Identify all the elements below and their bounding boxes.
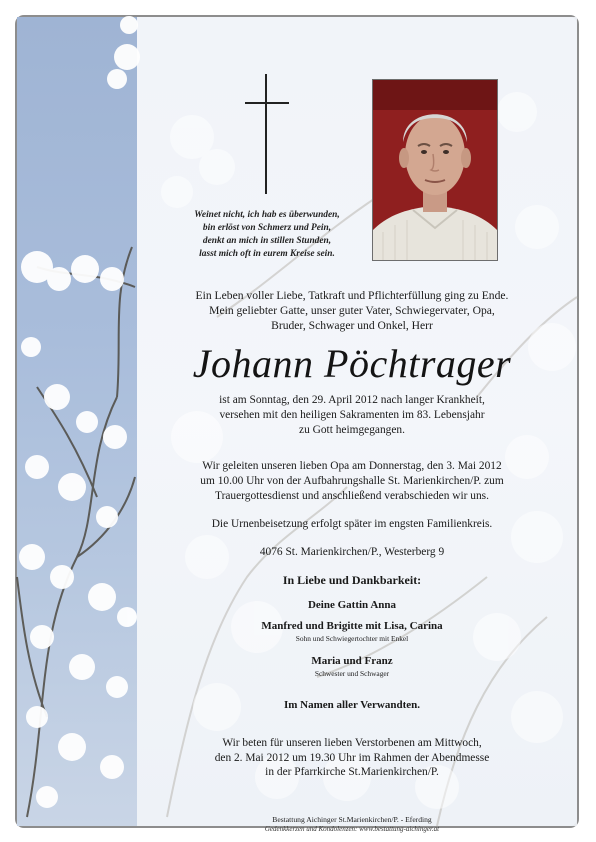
funeral-line: Trauergottesdienst und anschließend verabschieden wir uns.	[215, 490, 489, 502]
poem-line: Weinet nicht, ich hab es überwunden,	[194, 210, 340, 220]
condolence-link[interactable]: Gedenkkerzen und Kondolenzen: www.bestattung-aichinger.at	[264, 825, 440, 833]
mourner-relatives: Im Namen aller Verwandten.	[283, 699, 421, 711]
intro-line: Bruder, Schwager und Onkel, Herr	[271, 319, 433, 332]
mourner-siblings: Maria und Franz	[311, 655, 393, 667]
mass-line: den 2. Mai 2012 um 19.30 Uhr im Rahmen der Abendmesse	[214, 751, 490, 764]
mourner-siblings-note: Schwester und Schwager	[314, 669, 390, 678]
family-address: 4076 St. Marienkirchen/P., Westerberg 9	[259, 546, 445, 558]
intro-line: Ein Leben voller Liebe, Tatkraft und Pflichterfüllung ging zu Ende.	[195, 289, 509, 302]
funeral-home-footer: Bestattung Aichinger St.Marienkirchen/P. - Eferding	[272, 815, 432, 824]
mourner-children-note: Sohn und Schwiegertochter mit Enkel	[295, 634, 409, 643]
mourner-children: Manfred und Brigitte mit Lisa, Carina	[261, 620, 443, 632]
deceased-name: Johann Pöchtrager	[192, 341, 512, 386]
passing-line: versehen mit den heiligen Sakramenten im 83. Lebensjahr	[219, 409, 485, 421]
poem-line: bin erlöst von Schmerz und Pein,	[202, 223, 332, 233]
passing-line: ist am Sonntag, den 29. April 2012 nach langer Krankheit,	[219, 394, 485, 406]
mass-text	[152, 736, 552, 780]
funeral-line: um 10.00 Uhr von der Aufbahrungshalle St. Marienkirchen/P. zum	[200, 475, 504, 487]
obituary-card	[15, 15, 579, 833]
gratitude-heading: In Liebe und Dankbarkeit:	[282, 573, 422, 587]
intro-line: Mein geliebter Gatte, unser guter Vater, Schwiegervater, Opa,	[209, 304, 495, 317]
funeral-line: Wir geleiten unseren lieben Opa am Donnerstag, den 3. Mai 2012	[202, 460, 502, 472]
mass-line: in der Pfarrkirche St.Marienkirchen/P.	[265, 766, 439, 778]
funeral-text	[152, 459, 552, 504]
mourner-wife: Deine Gattin Anna	[307, 599, 396, 611]
cross-icon	[245, 74, 289, 194]
poem-line: lasst mich oft in eurem Kreise sein.	[199, 249, 335, 259]
portrait-photo	[372, 79, 498, 261]
memorial-poem	[167, 209, 367, 261]
mass-line: Wir beten für unseren lieben Verstorbenen am Mittwoch,	[222, 737, 482, 749]
intro-text	[152, 288, 552, 333]
poem-line: denkt an mich in stillen Stunden,	[202, 236, 332, 246]
urn-burial-text: Die Urnenbeisetzung erfolgt später im engsten Familienkreis.	[211, 518, 493, 530]
passing-line: zu Gott heimgegangen.	[299, 424, 405, 436]
passing-text	[152, 393, 552, 438]
